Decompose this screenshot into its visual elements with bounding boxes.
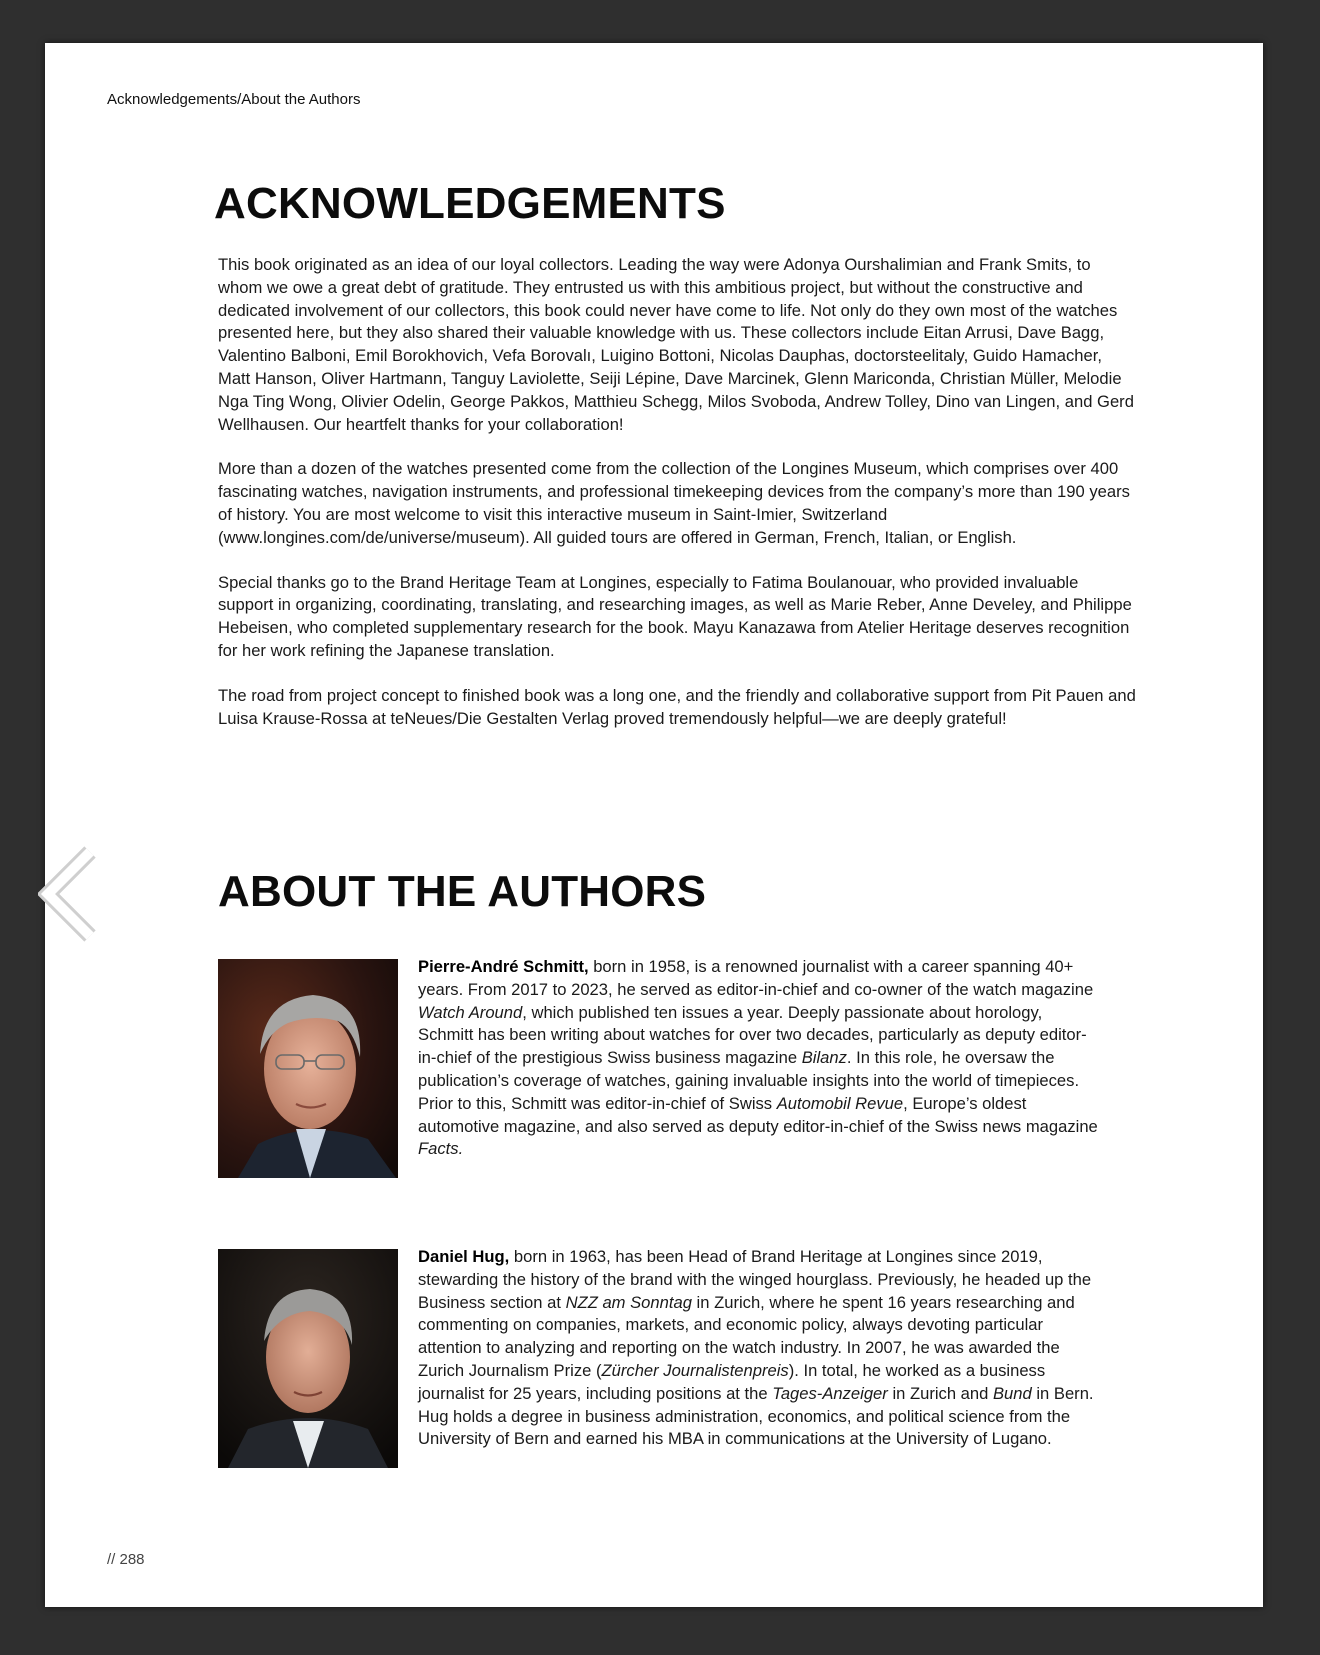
- bio-text: in Zurich, where he spent 16 years researching and commenting on companies, markets, and economic policy, always devoting particular attention to analyzing and reporting on the watch industry. In 2007, he was awarded the Zurich Journalism Prize (: [418, 1292, 1075, 1380]
- about-authors-title: ABOUT THE AUTHORS: [218, 867, 707, 916]
- page-number: // 288: [107, 1551, 145, 1568]
- bio-text: , which published ten issues a year. Deeply passionate about horology, Schmitt has been writing about watches for over two decades, particularly as deputy editor-in-chief of the prestigious Swiss business magazine: [418, 1002, 1087, 1068]
- portrait-image: [218, 1249, 398, 1468]
- running-head: Acknowledgements/About the Authors: [107, 91, 361, 108]
- bio-text: , Europe’s oldest automotive magazine, and also served as deputy editor-in-chief of the Swiss news magazine: [418, 1093, 1098, 1136]
- ack-paragraph: The road from project concept to finished book was a long one, and the friendly and collaborative support from Pit Pauen and Luisa Krause-Rossa at teNeues/Die Gestalten Verlag proved tremendously helpful—we are deeply grateful!: [218, 685, 1136, 728]
- bio-text: in Zurich and: [887, 1383, 993, 1403]
- bio-italic: Tages-Anzeiger: [772, 1383, 888, 1403]
- bio-italic: Bund: [992, 1383, 1032, 1403]
- bio-italic: NZZ am Sonntag: [565, 1292, 692, 1312]
- chevron-left-icon: [38, 846, 98, 942]
- bio-text: in Bern. Hug holds a degree in business administration, economics, and political science from the University of Bern and earned his MBA in communications at the University of Lugano.: [418, 1383, 1094, 1449]
- bio-text: born in 1958, is a renowned journalist with a career spanning 40+ years. From 2017 to 2023, he served as editor-in-chief and co-owner of the watch magazine: [418, 957, 1094, 999]
- author-bio: [418, 956, 1098, 1161]
- bio-italic: Facts.: [418, 1139, 464, 1159]
- bio-italic: Bilanz: [801, 1048, 847, 1068]
- document-page: [45, 43, 1263, 1607]
- author-portrait: [218, 959, 398, 1178]
- ack-paragraph: Special thanks go to the Brand Heritage Team at Longines, especially to Fatima Boulanouar, who provided invaluable support in organizing, coordinating, translating, and researching images, as well as Marie Reber, Anne Develey, and Philippe Hebeisen, who completed supplementary research for the book. Mayu Kanazawa from Atelier Heritage deserves recognition for her work refining the Japanese translation.: [218, 572, 1132, 660]
- author-bio: [418, 1246, 1098, 1451]
- bio-text: born in 1963, has been Head of Brand Heritage at Longines since 2019, stewarding the history of the brand with the winged hourglass. Previously, he headed up the Business section at: [418, 1247, 1092, 1312]
- bio-italic: Automobil Revue: [776, 1093, 904, 1113]
- bio-italic: Zürcher Journalistenpreis: [601, 1360, 789, 1380]
- acknowledgements-body: [218, 254, 1138, 752]
- author-name: Daniel Hug,: [418, 1247, 510, 1266]
- author-name: Pierre-André Schmitt,: [418, 957, 589, 976]
- ack-paragraph: More than a dozen of the watches presented come from the collection of the Longines Museum, which comprises over 400 fascinating watches, navigation instruments, and professional timekeeping devices from the company’s more than 190 years of history. You are most welcome to visit this interactive museum in Saint-Imier, Switzerland (www.longines.com/de/universe/museum). All guided tours are offered in German, French, Italian, or English.: [218, 459, 1130, 547]
- bio-text: ). In total, he worked as a business journalist for 25 years, including positions at the: [418, 1360, 1046, 1403]
- bio-text: . In this role, he oversaw the publication’s coverage of watches, gaining invaluable insights into the world of timepieces. Prior to this, Schmitt was editor-in-chief of Swiss: [418, 1048, 1080, 1113]
- acknowledgements-title: ACKNOWLEDGEMENTS: [214, 179, 726, 228]
- bio-italic: Watch Around: [418, 1002, 523, 1022]
- ack-paragraph: This book originated as an idea of our loyal collectors. Leading the way were Adonya Ourshalimian and Frank Smits, to whom we owe a great debt of gratitude. They entrusted us with this ambitious project, but without the constructive and dedicated involvement of our collectors, this book could never have come to life. Not only do they own most of the watches presented here, but they also shared their valuable knowledge with us. These collectors include Eitan Arrusi, Dave Bagg, Valentino Balboni, Emil Borokhovich, Vefa Borovalı, Luigino Bottoni, Nicolas Dauphas, doctorsteelitaly, Guido Hamacher, Matt Hanson, Oliver Hartmann, Tanguy Laviolette, Seiji Lépine, Dave Marcinek, Glenn Mariconda, Christian Müller, Melodie Nga Ting Wong, Olivier Odelin, George Pakkos, Matthieu Schegg, Milos Svoboda, Andrew Tolley, Dino van Lingen, and Gerd Wellhausen. Our heartfelt thanks for your collaboration!: [218, 255, 1134, 434]
- author-portrait: [218, 1249, 398, 1468]
- portrait-image: [218, 959, 398, 1178]
- previous-page-button[interactable]: [38, 846, 98, 942]
